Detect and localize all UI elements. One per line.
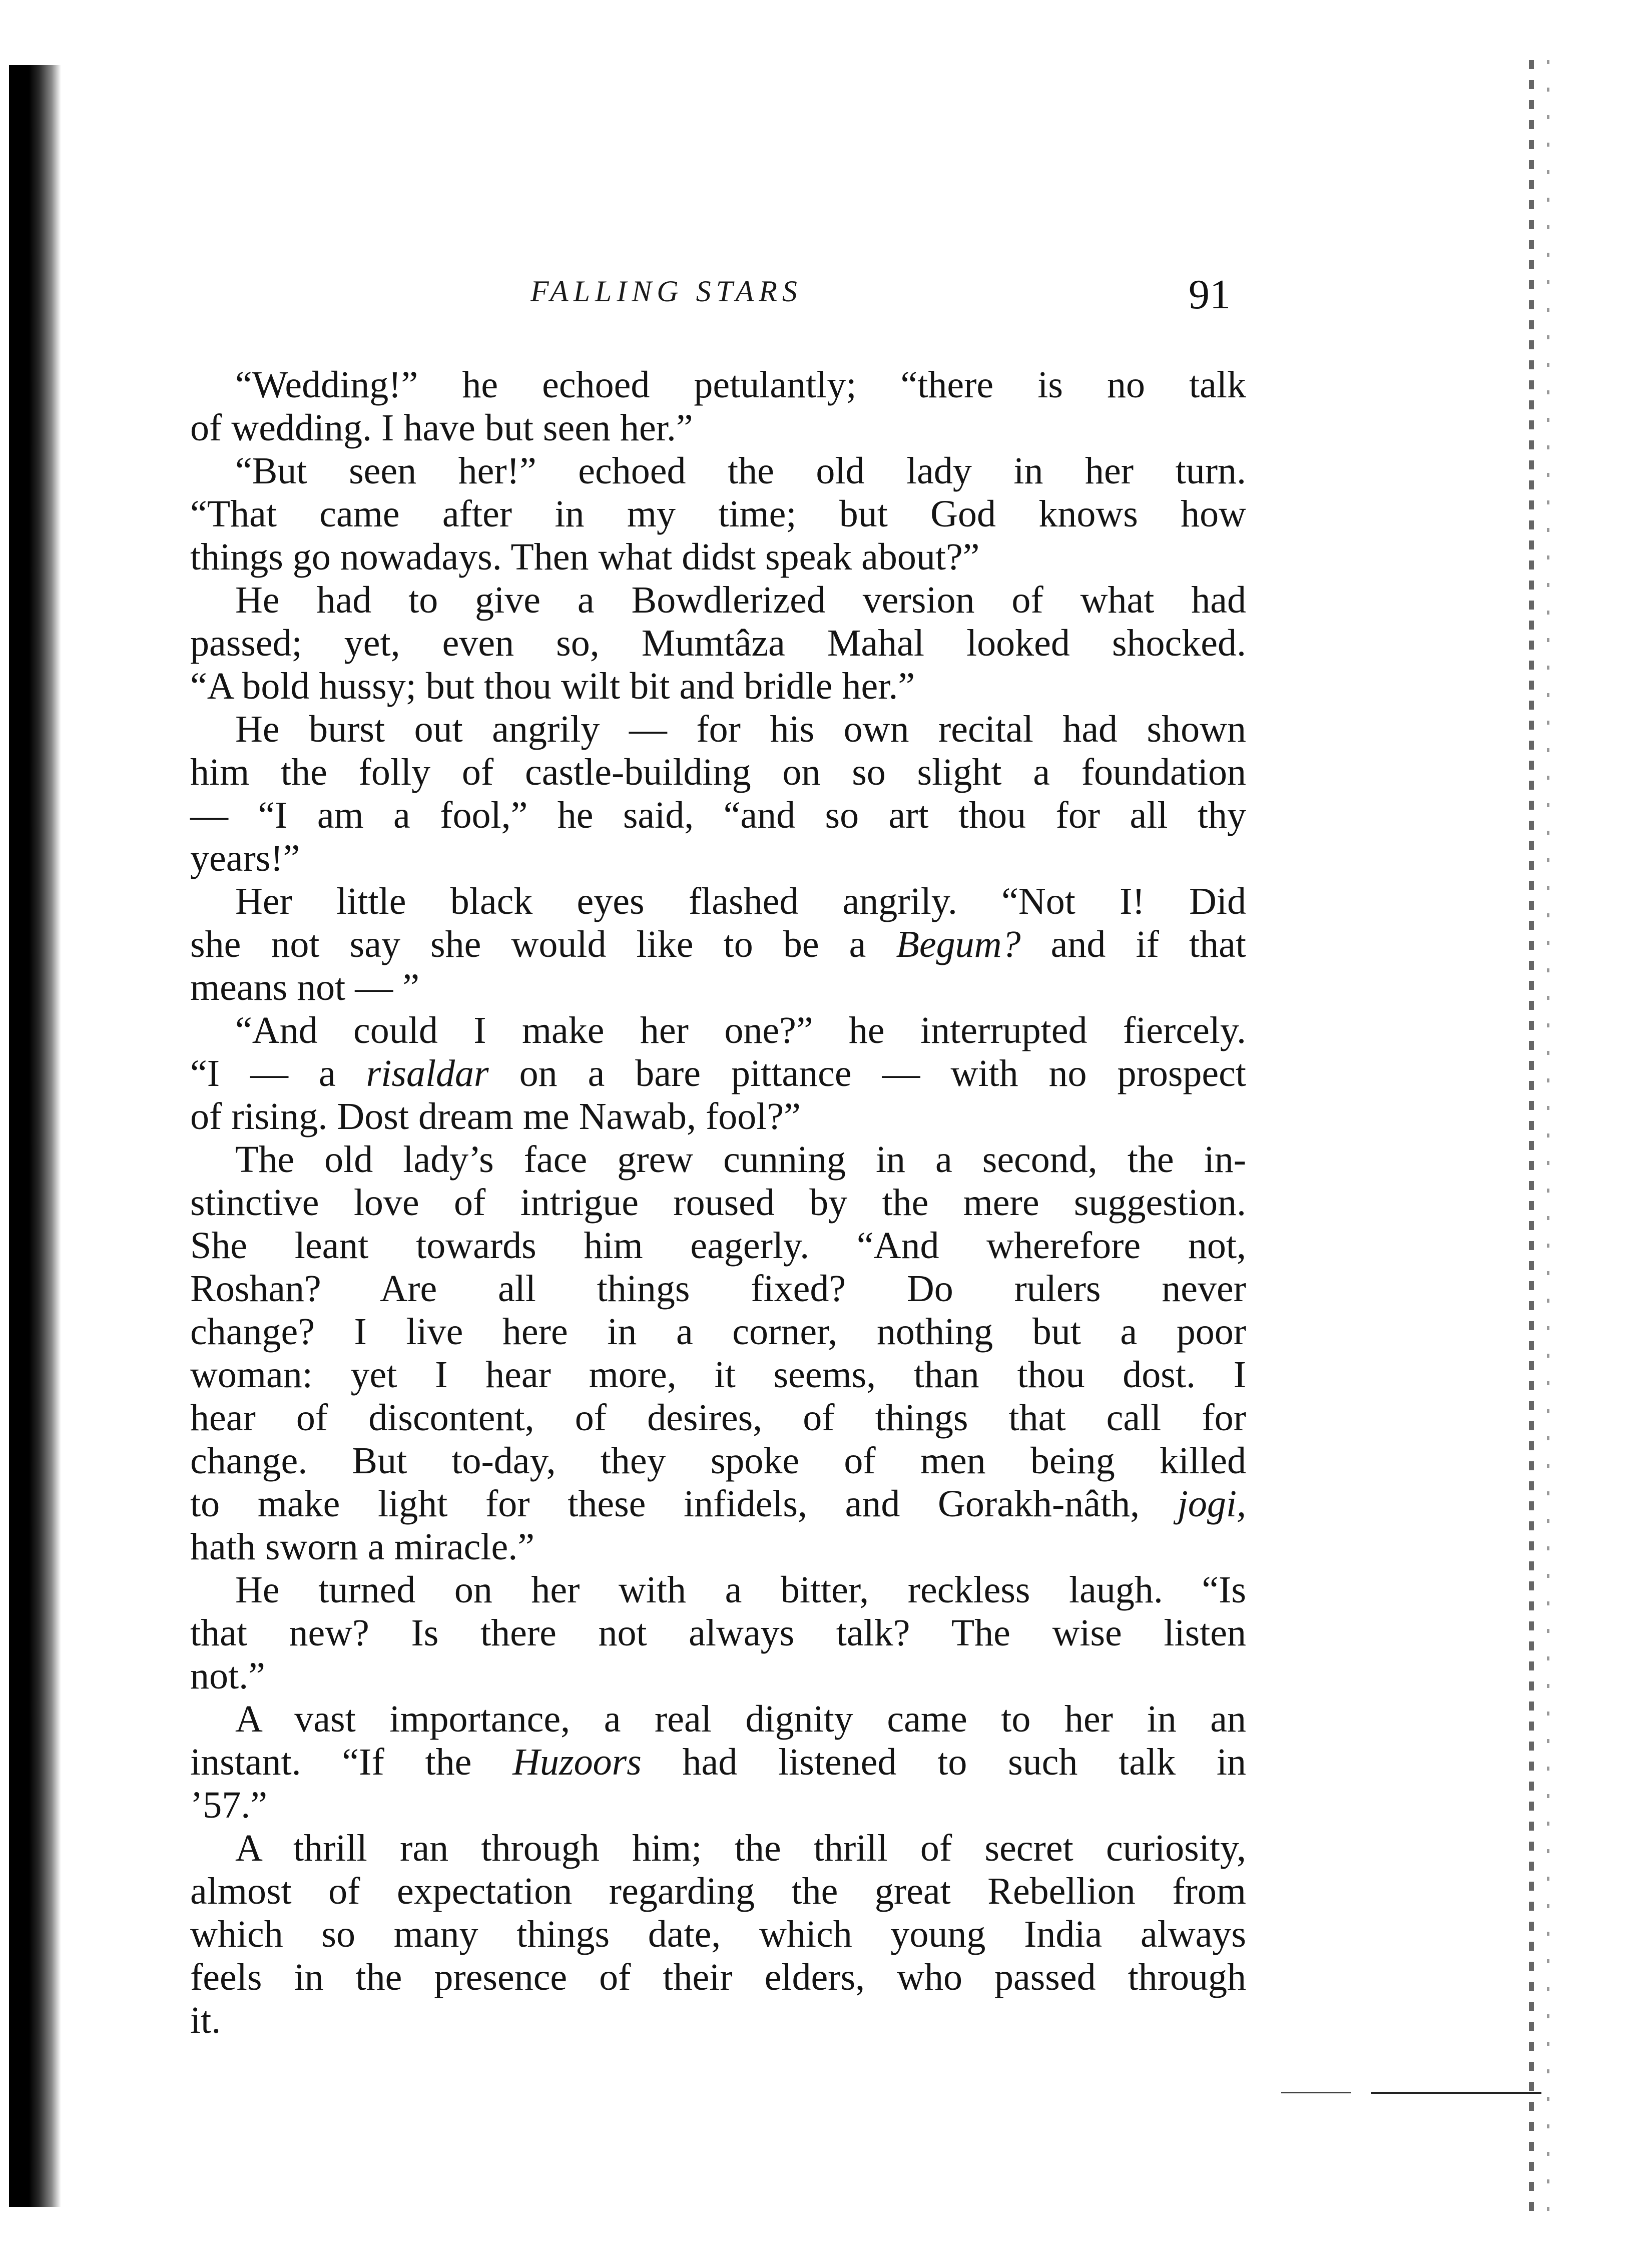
text-line: Her little black eyes flashed angrily. “Not I! Did xyxy=(235,880,1246,922)
text-line: She leant towards him eagerly. “And wherefore not, xyxy=(190,1225,1246,1267)
text-line: “And could I make her one?” he interrupted fiercely. xyxy=(235,1009,1246,1051)
text-line: that new? Is there not always talk? The wise listen xyxy=(190,1612,1246,1654)
text-line: He had to give a Bowdlerized version of what had xyxy=(235,579,1246,621)
bottom-rule-fragment xyxy=(1281,2092,1351,2093)
text-line: feels in the presence of their elders, who passed through xyxy=(190,1956,1246,1998)
text-line: hath sworn a miracle.” xyxy=(190,1526,534,1568)
italic-term-begum: Begum? xyxy=(896,923,1021,965)
text-line xyxy=(190,1482,1246,1525)
text-line: stinctive love of intrigue roused by the mere suggestion. xyxy=(190,1182,1246,1224)
edge-strip xyxy=(1547,60,1549,2212)
text-line: A thrill ran through him; the thrill of secret curiosity, xyxy=(235,1827,1246,1869)
running-head: FALLING STARS xyxy=(530,275,802,308)
text-line: not.” xyxy=(190,1655,265,1697)
text-line: ’57.” xyxy=(190,1784,268,1826)
text-line: change. But to-day, they spoke of men being killed xyxy=(190,1440,1246,1482)
bottom-rule xyxy=(1371,2092,1541,2094)
right-edge-scan-noise xyxy=(1529,60,1559,2212)
text-line: A vast importance, a real dignity came to her in an xyxy=(235,1698,1246,1740)
text-line: of rising. Dost dream me Nawab, fool?” xyxy=(190,1095,801,1138)
text-run: had listened to such talk in xyxy=(641,1741,1246,1783)
text-line: means not — ” xyxy=(190,966,420,1008)
italic-term-jogi: jogi, xyxy=(1177,1483,1246,1525)
text-run: she not say she would like to be a xyxy=(190,923,896,965)
text-run: and if that xyxy=(1020,923,1246,965)
body-text xyxy=(190,363,1246,2042)
text-line xyxy=(190,1741,1246,1784)
edge-strip xyxy=(1529,60,1534,2212)
text-run: on a bare pittance — with no prospect xyxy=(488,1052,1246,1094)
text-line: him the folly of castle-building on so slight a foundation xyxy=(190,751,1246,793)
text-line: woman: yet I hear more, it seems, than thou dost. I xyxy=(190,1354,1246,1396)
text-line: He burst out angrily — for his own recital had shown xyxy=(235,708,1246,750)
text-line: passed; yet, even so, Mumtâza Mahal looked shocked. xyxy=(190,622,1246,664)
text-line: He turned on her with a bitter, reckless laugh. “Is xyxy=(235,1569,1246,1611)
binding-edge-shadow xyxy=(9,65,61,2207)
text-line: which so many things date, which young India always xyxy=(190,1913,1246,1955)
text-line: Roshan? Are all things fixed? Do rulers never xyxy=(190,1268,1246,1310)
text-line xyxy=(190,1052,1246,1095)
text-line: change? I live here in a corner, nothing but a poor xyxy=(190,1311,1246,1353)
text-line: “But seen her!” echoed the old lady in her turn. xyxy=(235,450,1246,492)
italic-term-huzoors: Huzoors xyxy=(512,1741,642,1783)
text-run: instant. “If the xyxy=(190,1741,513,1783)
text-run: to make light for these infidels, and Gorakh-nâth, xyxy=(190,1483,1178,1525)
text-line: things go nowadays. Then what didst speak about?” xyxy=(190,536,980,578)
text-line: hear of discontent, of desires, of things that call for xyxy=(190,1397,1246,1439)
text-line: it. xyxy=(190,1999,221,2041)
text-line: “Wedding!” he echoed petulantly; “there is no talk xyxy=(235,364,1246,406)
page-number: 91 xyxy=(1189,271,1231,318)
italic-term-risaldar: risaldar xyxy=(366,1052,489,1094)
text-line: of wedding. I have but seen her.” xyxy=(190,407,693,449)
text-line: years!” xyxy=(190,837,300,879)
text-line: almost of expectation regarding the great Rebellion from xyxy=(190,1870,1246,1912)
text-line: The old lady’s face grew cunning in a second, the in- xyxy=(235,1139,1246,1181)
text-line: “A bold hussy; but thou wilt bit and bridle her.” xyxy=(190,665,915,707)
text-line: — “I am a fool,” he said, “and so art thou for all thy xyxy=(190,794,1246,836)
text-run: “I — a xyxy=(190,1052,366,1094)
text-line: “That came after in my time; but God knows how xyxy=(190,493,1246,535)
text-line xyxy=(190,923,1246,966)
